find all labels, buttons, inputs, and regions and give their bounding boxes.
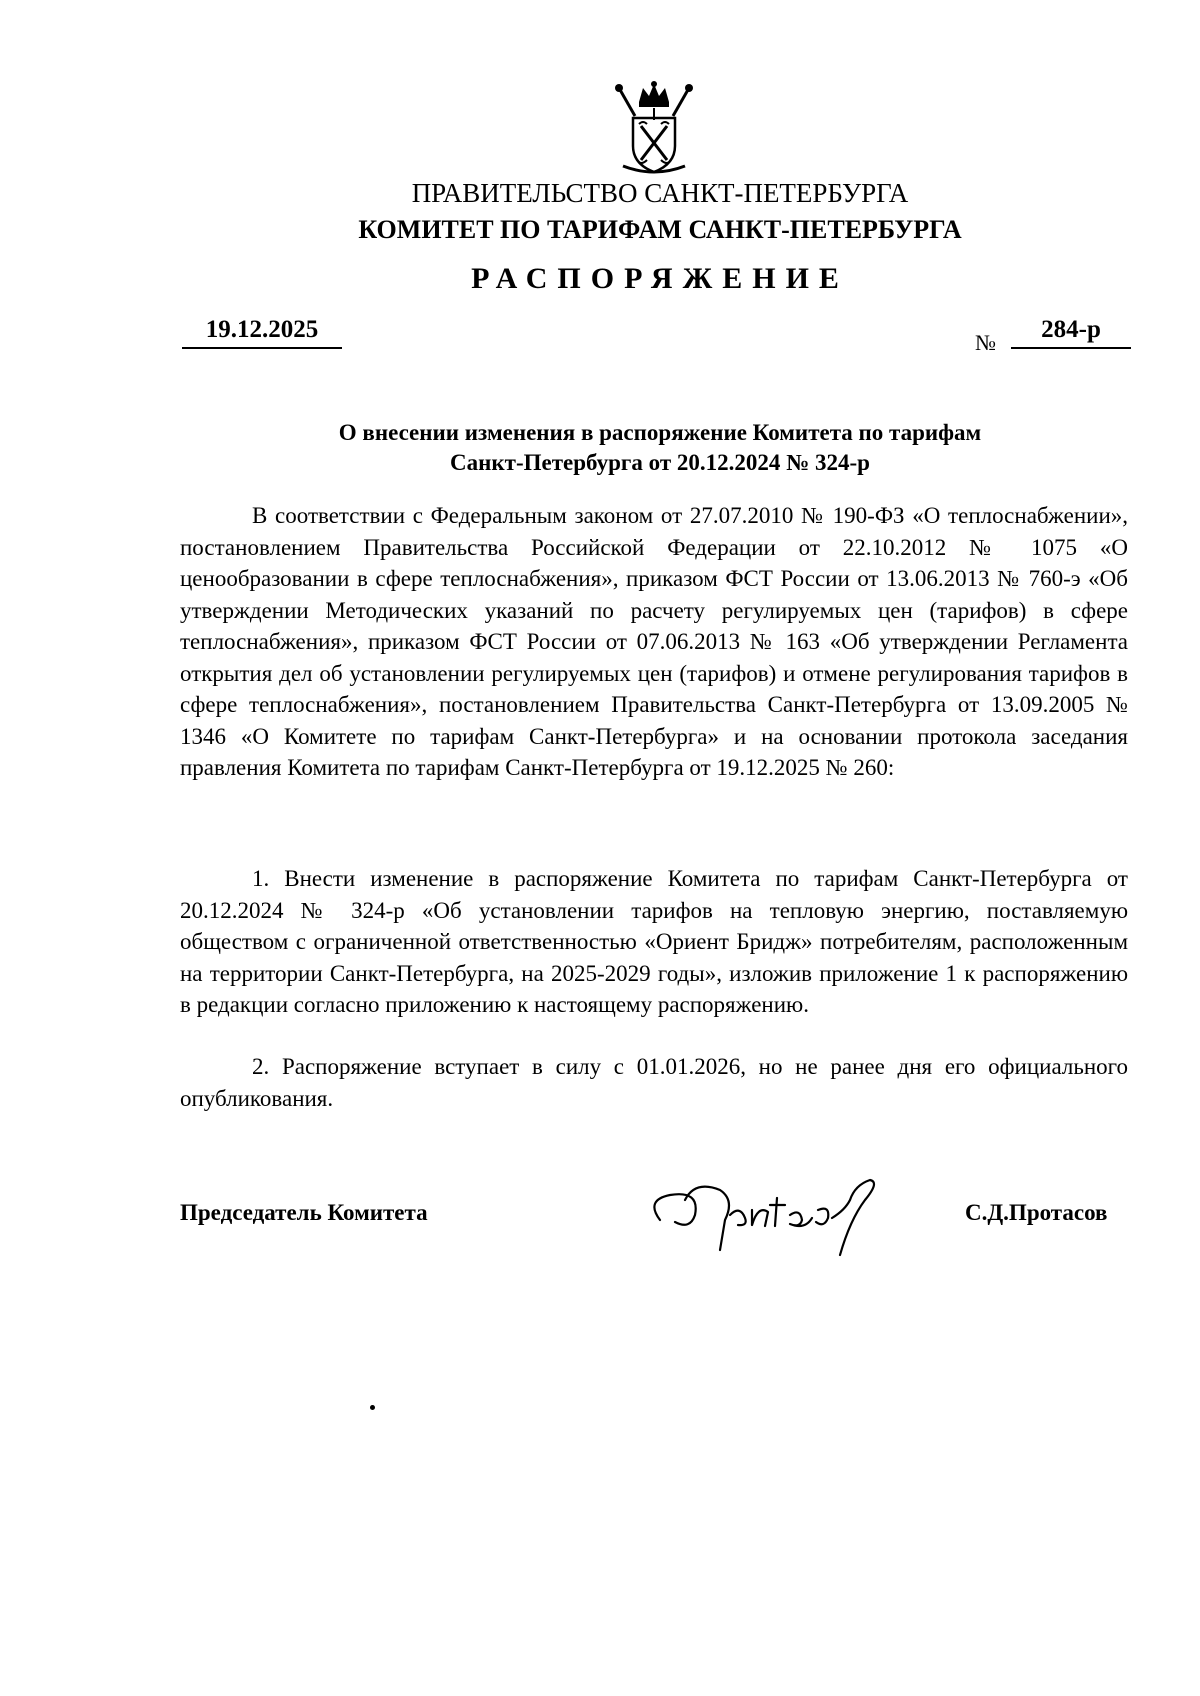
signatory-title: Председатель Комитета <box>180 1200 428 1225</box>
subject-line-2: Санкт-Петербурга от 20.12.2024 № 324-р <box>450 450 870 475</box>
document-date: 19.12.2025 <box>182 316 342 349</box>
number-value: 284-р <box>1011 316 1131 349</box>
stray-dot <box>370 1405 375 1410</box>
number-sign: № <box>975 330 996 355</box>
item-1-paragraph: 1. Внести изменение в распоряжение Комитета по тарифам Санкт-Петербурга от 20.12.2024 № 324-р «Об установлении тарифов на тепловую энергию, поставляемую обществом с ограниченной ответственностью «Ориент Бридж» потребителям, расположенным на территории Санкт-Петербурга, на 2025-2029 годы», изложив приложение 1 к распоряжению в редакции согласно приложению к настоящему распоряжению. <box>180 866 1128 1017</box>
government-title: ПРАВИТЕЛЬСТВО САНКТ-ПЕТЕРБУРГА <box>411 178 909 208</box>
document-number <box>975 316 1135 355</box>
signatory-name: С.Д.Протасов <box>965 1200 1108 1225</box>
preamble-paragraph: В соответствии с Федеральным законом от 27.07.2010 № 190-ФЗ «О теплоснабжении», постановлением Правительства Российской Федерации от 22.10.2012 № 1075 «О ценообразовании в сфере теплоснабжения», приказом ФСТ России от 13.06.2013 № 760-э «Об утверждении Методических указаний по расчету регулируемых цен (тарифов) в сфере теплоснабжения», приказом ФСТ России от 07.06.2013 № 163 «Об утверждении Регламента открытия дел об установлении регулируемых цен (тарифов) и отмене регулирования тарифов в сфере теплоснабжения», постановлением Правительства Санкт-Петербурга от 13.09.2005 № 1346 «О Комитете по тарифам Санкт-Петербурга» и на основании протокола заседания правления Комитета по тарифам Санкт-Петербурга от 19.12.2025 № 260: <box>180 503 1128 780</box>
document-type-title: РАСПОРЯЖЕНИЕ <box>471 262 849 295</box>
handwritten-signature <box>640 1160 890 1270</box>
committee-title: КОМИТЕТ ПО ТАРИФАМ САНКТ-ПЕТЕРБУРГА <box>358 215 962 244</box>
item-2-paragraph: 2. Распоряжение вступает в силу с 01.01.2026, но не ранее дня его официального опубликования. <box>180 1054 1128 1111</box>
coat-of-arms-icon <box>613 80 695 178</box>
subject-line-1: О внесении изменения в распоряжение Комитета по тарифам <box>338 420 982 445</box>
document-subject <box>180 418 1140 478</box>
